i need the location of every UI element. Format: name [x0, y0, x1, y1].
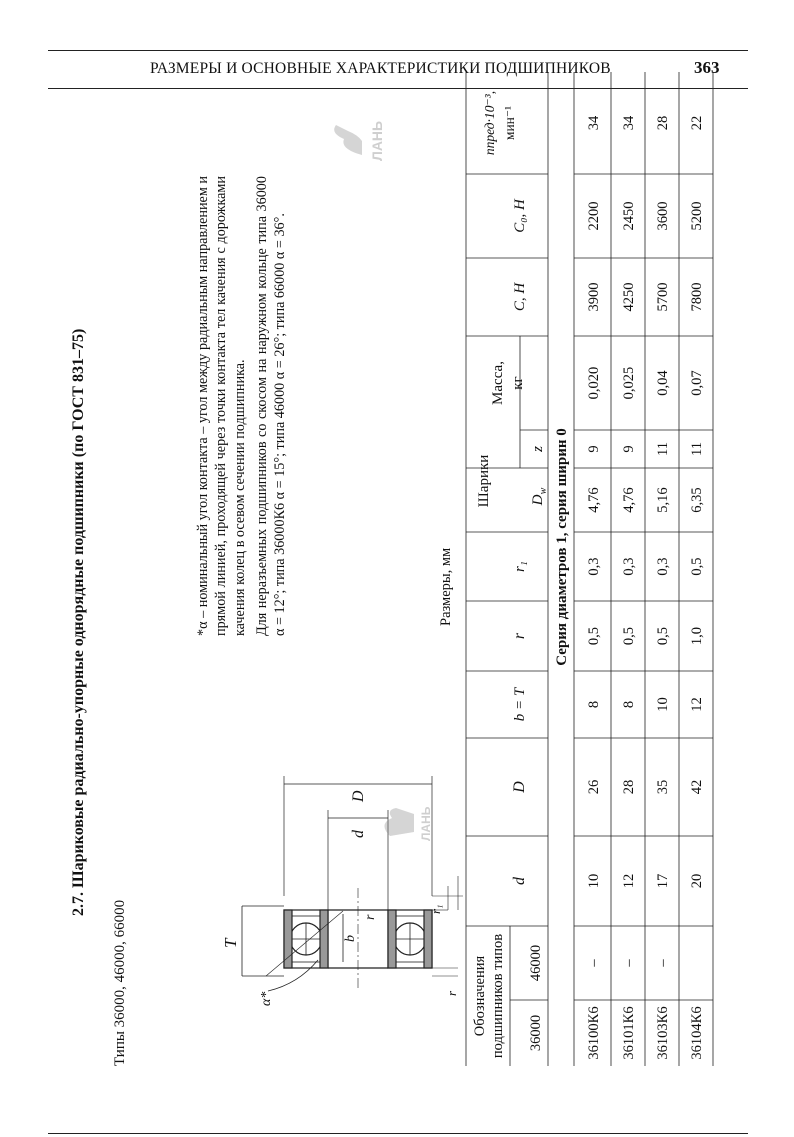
footer-rule	[48, 1133, 748, 1134]
cell-bT: 12	[689, 697, 705, 712]
cell-r: 1,0	[689, 626, 705, 646]
cell-C0: 2200	[586, 201, 602, 231]
cell-D: 28	[621, 779, 637, 795]
cell-D: 26	[586, 779, 602, 795]
series-heading: Серия диаметров 1, серия ширин 0	[554, 428, 570, 666]
running-header-title: РАЗМЕРЫ И ОСНОВНЫЕ ХАРАКТЕРИСТИКИ ПОДШИПНИКОВ	[150, 60, 611, 77]
th-Dw-sub: w	[538, 487, 549, 495]
footnote-alpha-definition: *α – номинальный угол контакта – угол между радиальным направлением и прямой линией, проходящей через точки контакта тел качения с дорожками качения колец в осевом сечении подшипника.	[195, 176, 248, 636]
cell-t46000: –	[586, 959, 602, 967]
label-r-outer: r	[444, 990, 459, 996]
th-designation: Обозначения	[472, 955, 488, 1037]
th-type-46000: 46000	[528, 944, 544, 982]
label-D: D	[350, 790, 367, 802]
cell-r1: 0,5	[689, 557, 705, 576]
cell-Dw: 6,35	[689, 487, 705, 513]
footnote-alpha-values: Для неразъемных подшипников со скосом на наружном кольце типа 36000 α = 12°; типа 36000К6 α = 15°; типа 46000 α = 26°; типа 66000 α = 36°.	[253, 176, 289, 636]
label-b: b	[343, 935, 358, 942]
cell-r: 0,5	[586, 626, 602, 646]
th-r: r	[511, 632, 528, 640]
cell-n: 34	[621, 115, 637, 131]
cell-t36000: 36100К6	[586, 1006, 602, 1060]
th-n: nпред·10⁻³,	[482, 90, 497, 156]
cell-mass: 0,07	[689, 370, 705, 396]
cell-D: 42	[689, 779, 705, 795]
cell-d: 12	[621, 873, 637, 889]
cell-C: 4250	[621, 282, 637, 312]
label-d: d	[350, 830, 367, 838]
cell-t46000: –	[655, 959, 671, 967]
cell-Dw: 5,16	[655, 487, 671, 513]
th-n-unit: мин⁻¹	[502, 105, 517, 141]
svg-text:ЛАНЬ: ЛАНЬ	[419, 806, 433, 841]
th-mass: Масса,	[490, 361, 506, 405]
th-z: z	[530, 446, 546, 452]
sizes-caption: Размеры, мм	[438, 547, 454, 626]
cell-mass: 0,025	[621, 366, 637, 400]
th-C0: C₀, Н	[512, 199, 528, 233]
bearing-table	[68, 66, 708, 1066]
cell-r1: 0,3	[655, 557, 671, 576]
cell-d: 10	[586, 873, 602, 889]
watermark-text: ЛАНЬ	[369, 120, 385, 161]
label-T: T	[221, 938, 240, 948]
cell-z: 9	[621, 445, 637, 453]
cell-r: 0,5	[655, 626, 671, 646]
cell-Dw: 4,76	[586, 487, 602, 513]
label-r1: r₁	[428, 904, 443, 914]
cell-D: 35	[655, 779, 671, 795]
section-title: 2.7. Шариковые радиально-упорные однорядные подшипники (по ГОСТ 831–75)	[70, 328, 87, 916]
th-bT: b = T	[512, 687, 528, 722]
cell-C0: 5200	[689, 201, 705, 231]
header-top-rule	[48, 50, 748, 51]
cell-t46000: –	[621, 959, 637, 967]
label-r: r	[363, 914, 378, 920]
cell-r1: 0,3	[586, 557, 602, 576]
cell-z: 9	[586, 445, 602, 453]
th-type-36000: 36000	[528, 1014, 544, 1052]
cell-t36000: 36101К6	[621, 1006, 637, 1060]
th-d: d	[511, 877, 528, 885]
cell-n: 34	[586, 115, 602, 131]
cell-bT: 8	[621, 700, 637, 709]
label-alpha: α*	[259, 991, 274, 1006]
th-Dw: D	[530, 494, 546, 506]
cell-bT: 8	[586, 700, 602, 709]
page-number: 363	[694, 58, 720, 77]
cell-Dw: 4,76	[621, 487, 637, 513]
cell-r1: 0,3	[621, 557, 637, 576]
cell-C0: 2450	[621, 201, 637, 231]
cell-n: 28	[655, 115, 671, 131]
cell-bT: 10	[655, 697, 671, 712]
cell-r: 0,5	[621, 626, 637, 646]
th-mass-unit: кг	[510, 376, 526, 390]
cell-t36000: 36103К6	[655, 1006, 671, 1060]
cell-t36000: 36104К6	[689, 1006, 705, 1060]
th-C: C, Н	[512, 282, 528, 312]
cell-d: 17	[655, 873, 671, 889]
cell-d: 20	[689, 873, 705, 889]
cell-mass: 0,04	[655, 370, 671, 396]
cell-C0: 3600	[655, 201, 671, 231]
cell-C: 5700	[655, 282, 671, 312]
types-line: Типы 36000, 46000, 66000	[112, 899, 128, 1066]
landscape-content	[68, 66, 708, 1066]
cell-z: 11	[655, 442, 671, 456]
cell-C: 7800	[689, 282, 705, 312]
th-D: D	[511, 781, 528, 793]
cell-mass: 0,020	[586, 366, 602, 400]
cell-n: 22	[689, 115, 705, 131]
th-balls: Шарики	[476, 454, 492, 508]
cell-z: 11	[689, 442, 705, 456]
cell-C: 3900	[586, 282, 602, 312]
th-designation-2: подшипников типов	[490, 933, 506, 1059]
th-r1: r₁	[512, 560, 528, 573]
